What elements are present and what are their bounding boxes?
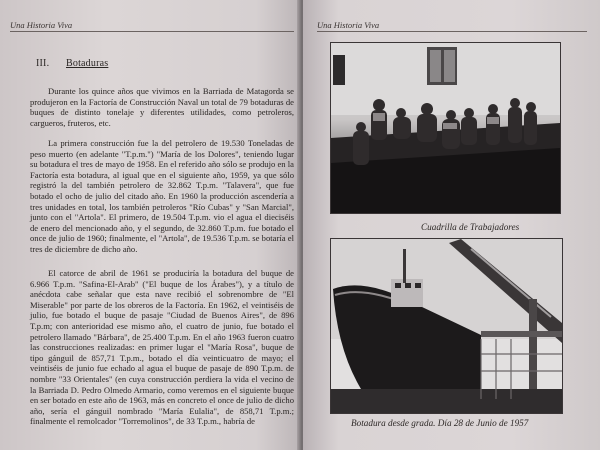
photo-workers-caption: Cuadrilla de Trabajadores <box>421 222 520 232</box>
paragraph-3: El catorce de abril de 1961 se produciría la botadura del buque de 6.966 T.p.m. "Safina-El-Arab" ("El buque de los Árabes"), y a título de anécdota cabe señalar que esta nave recibió el sobrenombre de "El Miserable" por parte de los obreros de la Factoría. En 1962, el veintiséis de julio, fue botado el buque de pasaje "Ciudad de Buenos Aires", de 896 T.p.m; con anterioridad ese mismo año, el cuatro de junio, fue botado el petrolero llamado "Bárbara", de 25.400 T.p.m. En el año 1963 fueron cuatro las construcciones realizadas: en primer lugar el "María Rosa", buque de tipo gánguil de 857,71 T.p.m., botado el día veinticuatro de mayo; el veintiséis de junio fue echado al agua el buque de pasaje de 890 T.p.m. de nombre "33 Orientales" (en cuya construcción perdiera la vida el vecino de la Barriada D. Pedro Olmedo Armario, como veremos en el siguiente buque en ser botado en este año de 1963, más en concreto el once de julio de dicho año, sería el gánguil nombrado "María Eulalia", de 858,71 T.p.m.; finalmente el remolcador "Torremolinos", de 33 T.p.m., habría de <box>30 268 294 427</box>
running-head-left: Una Historia Viva <box>10 20 73 30</box>
photo-ship-launch-caption: Botadura desde grada. Día 28 de Junio de 1957 <box>351 418 529 428</box>
header-rule-right <box>317 31 587 32</box>
right-page <box>303 0 600 450</box>
paragraph-2: La primera construcción fue la del petrolero de 19.530 Toneladas de peso muerto (en adelante "T.p.m.") "María de los Dolores", teniendo lugar su botadura el tres de mayo de 1958. En el referido año sólo se produjo en la Factoría esta botadura, al igual que en el siguiente año, 1959, ya que sólo registró la del también petrolero de 32.862 T.p.m. "Talavera", que fue botado el ocho de julio del citado año. En 1960 la producción ascendería a tres unidades en total, los también petroleros "Río Cubas" y "San Marcial", junto con el "Artola". El primero, de 19.504 T.p.m. vio el agua el dieciséis de enero del mencionado año, y el segundo, de 32.860 T.p.m. fue botado el once de julio de 1960; finalmente, el "Artola", de 19.536 T.p.m. se botaría el tres de diciembre de dicho año. <box>30 138 294 254</box>
photo-ship-launch <box>330 238 563 414</box>
paragraph-1: Durante los quince años que vivimos en la Barriada de Matagorda se produjeron en la Factoría de Construcción Naval un total de 79 botaduras de buques de distinto tonelaje y diferentes utilidades, como petroleros, cargueros, fruteros, etc. <box>30 86 294 128</box>
section-number: III. <box>36 58 50 69</box>
section-heading <box>36 58 108 69</box>
section-title: Botaduras <box>66 58 109 69</box>
running-head-right: Una Historia Viva <box>317 20 380 30</box>
header-rule-left <box>10 31 294 32</box>
photo-workers <box>330 42 561 214</box>
